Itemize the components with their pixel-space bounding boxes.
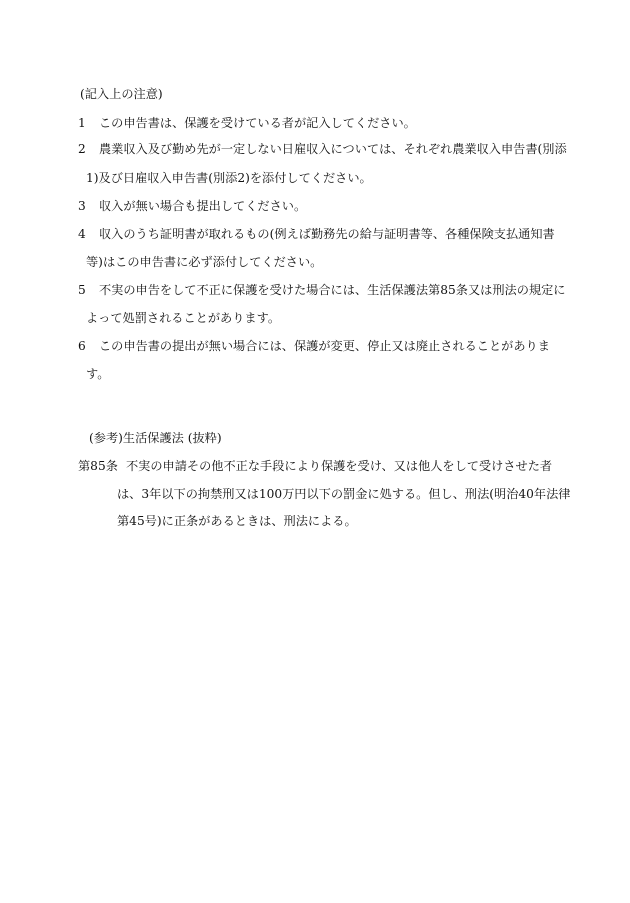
note-text-continued: す。 xyxy=(86,367,110,381)
note-text: 農業収入及び勤め先が一定しない日雇収入については、それぞれ農業収入申告書(別添 xyxy=(99,142,567,156)
article-85 xyxy=(78,460,552,472)
note-text-continued: 1)及び日雇収入申告書(別添2)を添付してください。 xyxy=(86,171,372,185)
note-text-continued: よって処罰されることがあります。 xyxy=(86,311,281,325)
note-item-6 xyxy=(78,340,550,352)
notes-heading: (記入上の注意) xyxy=(80,87,163,101)
note-item-3 xyxy=(78,200,306,212)
note-text: 不実の申告をして不正に保護を受けた場合には、生活保護法第85条又は刑法の規定に xyxy=(99,283,566,297)
note-number: 4 xyxy=(78,227,86,241)
article-text: 不実の申請その他不正な手段により保護を受け、又は他人をして受けさせた者 xyxy=(126,459,553,473)
note-number: 5 xyxy=(78,283,86,297)
note-number: 3 xyxy=(78,199,86,213)
note-item-2 xyxy=(78,143,567,155)
reference-heading: (参考)生活保護法 (抜粋) xyxy=(89,431,222,445)
note-text: 収入のうち証明書が取れるもの(例えば勤務先の給与証明書等、各種保険支払通知書 xyxy=(99,227,555,241)
note-text: この申告書の提出が無い場合には、保護が変更、停止又は廃止されることがありま xyxy=(99,339,550,353)
article-number: 第85条 xyxy=(78,459,118,473)
note-item-1 xyxy=(78,117,416,129)
note-text: この申告書は、保護を受けている者が記入してください。 xyxy=(99,116,416,130)
note-number: 1 xyxy=(78,116,86,130)
note-text-continued: 等)はこの申告書に必ず添付してください。 xyxy=(86,255,323,269)
note-number: 6 xyxy=(78,339,86,353)
article-text-continued: 第45号)に正条があるときは、刑法による。 xyxy=(117,514,357,528)
article-text-continued: は、3年以下の拘禁刑又は100万円以下の罰金に処する。但し、刑法(明治40年法律 xyxy=(117,487,571,501)
note-number: 2 xyxy=(78,142,86,156)
note-text: 収入が無い場合も提出してください。 xyxy=(99,199,307,213)
note-item-5 xyxy=(78,284,565,296)
note-item-4 xyxy=(78,228,555,240)
